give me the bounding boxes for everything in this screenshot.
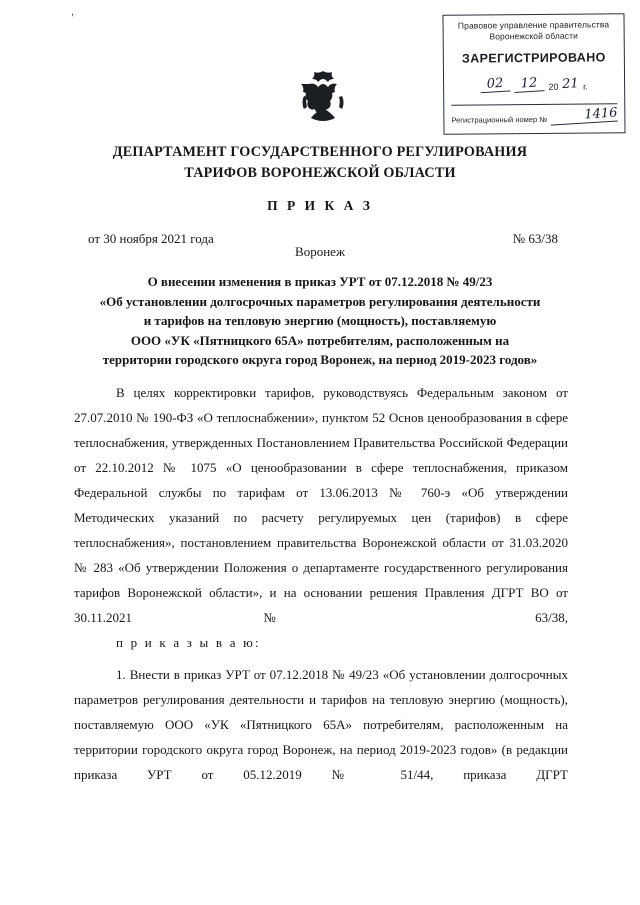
order-city: Воронеж xyxy=(295,244,345,259)
stamp-title: ЗАРЕГИСТРИРОВАНО xyxy=(461,50,606,66)
document-body xyxy=(74,381,568,788)
stamp-year-prefix: 20 xyxy=(548,82,559,93)
order-date: от 30 ноября 2021 года xyxy=(88,231,214,246)
department-title: ДЕПАРТАМЕНТ ГОСУДАРСТВЕННОГО РЕГУЛИРОВАНИЯ ТАРИФОВ ВОРОНЕЖСКОЙ ОБЛАСТИ xyxy=(112,144,528,181)
stamp-year: 21 xyxy=(562,76,580,93)
stamp-date-row xyxy=(451,76,617,93)
stamp-organization: Правовое управление правительства Воронежской области xyxy=(457,19,610,42)
stamp-registration-label: Регистрационный номер № xyxy=(451,115,548,125)
coat-of-arms-icon xyxy=(297,68,349,126)
subject-line-2: «Об установлении долгосрочных параметров регулирования деятельности xyxy=(99,293,541,309)
command-word: п р и к а з ы в а ю: xyxy=(116,634,261,650)
stamp-year-suffix: г. xyxy=(583,81,588,92)
subject-line-1: О внесении изменения в приказ УРТ от 07.12.2018 № 49/23 xyxy=(147,274,493,289)
stamp-registration-number: 1416 xyxy=(550,106,618,126)
stamp-date-day: 02 xyxy=(480,76,511,94)
subject-line-4: ООО «УК «Пятницкого 65А» потребителям, расположенным на xyxy=(130,332,510,348)
paragraph-spacer xyxy=(74,655,568,663)
order-heading: П Р И К А З xyxy=(267,198,373,213)
item-1-paragraph: 1. Внести в приказ УРТ от 07.12.2018 № 49/23 «Об установлении долгосрочных параметров регулирования деятельности и тарифов на тепловую энергию (мощность), поставляемую ООО «УК «Пятницкого 65А» потребителям, расположенным на территории городского округа город Воронеж, на период 2019-2023 годов» (в редакции приказа УРТ от 05.12.2019 № 51/44, приказа ДГРТ xyxy=(74,667,568,783)
preamble-paragraph: В целях корректировки тарифов, руководствуясь Федеральным законом от 27.07.2010 № 190-ФЗ «О теплоснабжении», пунктом 52 Основ ценообразования в сфере теплоснабжения, утвержденных Постановлением Правительства Российской Федерации от 22.10.2012 № 1075 «О ценообразовании в сфере теплоснабжения, приказом Федеральной службы по тарифам от 13.06.2013 № 760-э «Об утверждении Методических указаний по расчету регулируемых цен (тарифов) в сфере теплоснабжения», постановлением правительства Воронежской области от 31.03.2020 № 283 «Об утверждении Положения о департаменте государственного регулирования тарифов Воронежской области», и на основании решения Правления ДГРТ ВО от 30.11.2021 № 63/38, xyxy=(74,385,568,625)
stray-pen-mark: ' xyxy=(71,11,75,25)
subject-line-5: территории городского округа город Воронеж, на период 2019-2023 годов» xyxy=(102,352,538,367)
stamp-date-month: 12 xyxy=(514,75,545,93)
subject-line-3: и тарифов на тепловую энергию (мощность), поставляемую xyxy=(143,313,497,328)
order-subject xyxy=(74,272,566,370)
order-number: № 63/38 xyxy=(512,231,558,246)
stamp-registration-row xyxy=(451,104,617,125)
registration-stamp xyxy=(442,13,625,135)
